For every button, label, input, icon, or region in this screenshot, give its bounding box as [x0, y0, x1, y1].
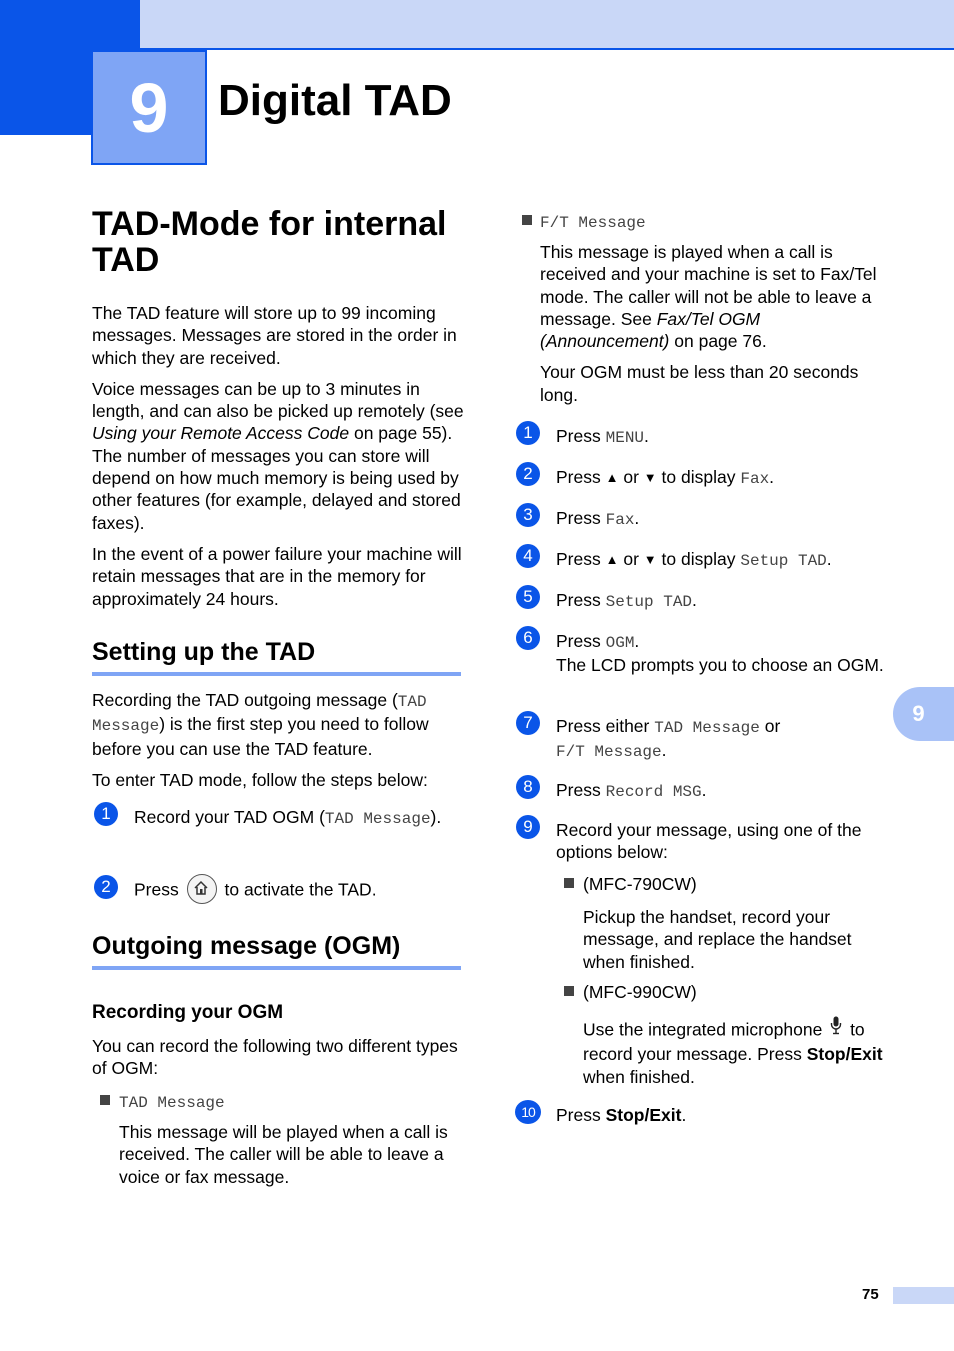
ft-message-paragraph-2: Your OGM must be less than 20 seconds long.: [540, 362, 859, 405]
step-2-text: Press ▲ or ▼ to display Fax.: [556, 467, 775, 488]
main-title: TAD-Mode for internal TAD: [92, 205, 447, 279]
microphone-icon: [830, 1016, 842, 1041]
setup-heading-rule: [92, 672, 461, 676]
page-number: 75: [862, 1286, 879, 1303]
option-mfc990cw-label: (MFC-990CW): [583, 982, 697, 1002]
step-10-number: 10: [515, 1100, 541, 1124]
setup-text: [92, 689, 464, 800]
bullet-square: [564, 986, 574, 996]
step-2-number: 2: [516, 462, 540, 486]
step-9-number: 9: [516, 815, 540, 839]
intro-text: [92, 302, 464, 619]
step-4-number: 4: [516, 544, 540, 568]
step-10-text: Press Stop/Exit.: [556, 1105, 687, 1125]
step-3-number: 3: [516, 503, 540, 527]
chapter-title: Digital TAD: [218, 76, 452, 125]
step-7-number: 7: [516, 711, 540, 735]
step-7-text: Press either TAD Message or F/T Message.: [556, 716, 781, 762]
ogm-heading: Outgoing message (OGM): [92, 932, 401, 960]
remote-access-link[interactable]: Using your Remote Access Code: [92, 423, 350, 444]
step-3-text: Press Fax.: [556, 508, 640, 529]
bullet-square: [522, 215, 532, 225]
tad-message-description: This message will be played when a call is received. The caller will be able to leave a voice or fax message.: [119, 1122, 448, 1187]
setup-step-1-number: 1: [94, 802, 118, 826]
step-5-text: Press Setup TAD.: [556, 590, 697, 611]
setup-step-2-number: 2: [94, 875, 118, 899]
footer-bar: [893, 1287, 954, 1304]
ft-message-description: [540, 241, 885, 415]
step-8-number: 8: [516, 775, 540, 799]
step-1-text: Press MENU.: [556, 426, 649, 447]
intro-paragraph-2: Voice messages can be up to 3 minutes in length, and can also be picked up remotely (see Using your Remote Access Code on page 55). The number of messages you can store will depend on how much memory is being used by other features (for example, delayed and stored faxes).: [92, 378, 464, 533]
step-8-text: Press Record MSG.: [556, 780, 707, 801]
setup-paragraph-2: To enter TAD mode, follow the steps below:: [92, 769, 428, 790]
option-mfc790cw-label: (MFC-790CW): [583, 874, 697, 894]
bullet-square: [100, 1095, 110, 1105]
step-6-number: 6: [516, 626, 540, 650]
down-arrow-icon: ▼: [643, 470, 657, 485]
setup-paragraph-1: Recording the TAD outgoing message (TAD Message) is the first step you need to follow before you can use the TAD feature.: [92, 690, 429, 759]
up-arrow-icon: ▲: [605, 552, 619, 567]
tad-home-key-icon[interactable]: [187, 874, 217, 904]
ft-message-paragraph-1: This message is played when a call is received and your machine is set to Fax/Tel mode. The caller will not be able to leave a message. See Fax/Tel OGM (Announcement) on page 76.: [540, 242, 877, 352]
chapter-number: 9: [129, 68, 169, 147]
up-arrow-icon: ▲: [605, 470, 619, 485]
setup-step-2-text: Press to activate the TAD.: [134, 876, 454, 906]
bullet-square: [564, 878, 574, 888]
fax-tel-ogm-link[interactable]: Fax/Tel OGM (Announcement): [540, 308, 761, 352]
ogm-heading-rule: [92, 966, 461, 970]
down-arrow-icon: ▼: [643, 552, 657, 567]
chapter-number-box: [91, 50, 207, 165]
stop-exit-key-label: Stop/Exit: [806, 1044, 883, 1065]
step-9-text: Record your message, using one of the options below:: [556, 820, 862, 863]
option-mfc790cw-text: Pickup the handset, record your message, and replace the handset when finished.: [583, 907, 852, 972]
intro-paragraph-3: In the event of a power failure your machine will retain messages that are in the memory for approximately 24 hours.: [92, 543, 462, 609]
chapter-side-tab[interactable]: 9: [893, 687, 954, 741]
setup-heading: Setting up the TAD: [92, 638, 316, 666]
intro-paragraph-1: The TAD feature will store up to 99 incoming messages. Messages are stored in the order in which they are received.: [92, 303, 457, 368]
tad-message-bullet-label: TAD Message: [119, 1094, 225, 1112]
setup-step-1-text: Record your TAD OGM (TAD Message).: [134, 807, 442, 828]
stop-exit-key-label: Stop/Exit: [605, 1105, 682, 1125]
option-mfc990cw-text: Use the integrated microphone to record your message. Press Stop/Exit when finished.: [583, 1018, 883, 1088]
recording-ogm-subheading: Recording your OGM: [92, 1002, 284, 1023]
step-6-text: Press OGM. The LCD prompts you to choose an OGM.: [556, 631, 884, 676]
ogm-intro: You can record the following two different types of OGM:: [92, 1036, 458, 1079]
step-4-text: Press ▲ or ▼ to display Setup TAD.: [556, 549, 832, 570]
ft-message-bullet-label: F/T Message: [540, 214, 646, 232]
step-1-number: 1: [516, 421, 540, 445]
header-band: [140, 0, 954, 50]
step-5-number: 5: [516, 585, 540, 609]
